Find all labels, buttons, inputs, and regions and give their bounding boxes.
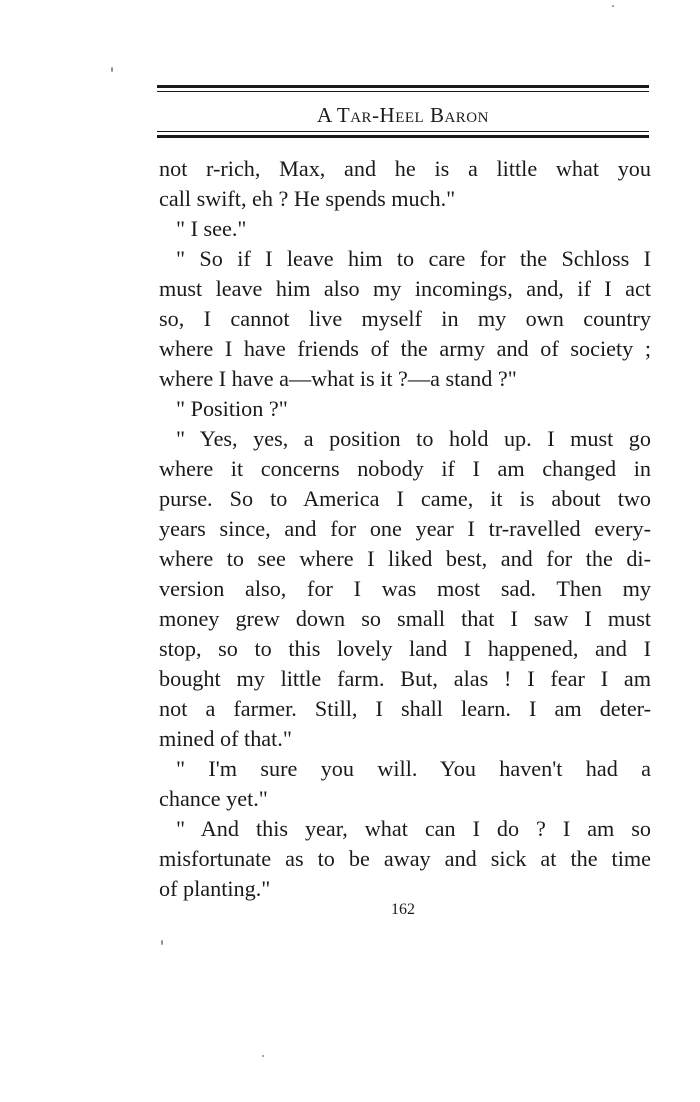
running-title: A Tar-Heel Baron bbox=[317, 103, 489, 127]
text-line: money grew down so small that I saw I must bbox=[159, 606, 651, 631]
text-line: bought my little farm. But, alas ! I fear I am bbox=[159, 666, 651, 691]
text-line: misfortunate as to be away and sick at the time bbox=[159, 846, 651, 871]
text-line: stop, so to this lovely land I happened, and I bbox=[159, 636, 651, 661]
text-line: " Position ?" bbox=[176, 396, 288, 421]
text-line: where to see where I liked best, and for the di- bbox=[159, 546, 651, 571]
text-line: not r-rich, Max, and he is a little what you bbox=[159, 156, 651, 181]
text-line: " And this year, what can I do ? I am so bbox=[176, 816, 651, 841]
text-line: so, I cannot live myself in my own country bbox=[159, 306, 651, 331]
text-line: " Yes, yes, a position to hold up. I must go bbox=[176, 426, 651, 451]
text-line: " I see." bbox=[176, 216, 247, 241]
text-line: call swift, eh ? He spends much." bbox=[159, 186, 456, 211]
paper-speck bbox=[111, 67, 113, 72]
text-line: years since, and for one year I tr-ravelled every- bbox=[159, 516, 651, 541]
text-line: purse. So to America I came, it is about two bbox=[159, 486, 651, 511]
text-line: " So if I leave him to care for the Schloss I bbox=[176, 246, 651, 271]
text-line: chance yet." bbox=[159, 786, 268, 811]
text-line: where I have friends of the army and of society ; bbox=[159, 336, 651, 361]
header-top-rule bbox=[157, 85, 649, 92]
text-line: of planting." bbox=[159, 876, 271, 901]
text-line: where it concerns nobody if I am changed in bbox=[159, 456, 651, 481]
text-line: not a farmer. Still, I shall learn. I am deter- bbox=[159, 696, 651, 721]
text-line: version also, for I was most sad. Then my bbox=[159, 576, 651, 601]
text-line: " I'm sure you will. You haven't had a bbox=[176, 756, 651, 781]
text-line: must leave him also my incomings, and, if I act bbox=[159, 276, 651, 301]
text-line: mined of that." bbox=[159, 726, 292, 751]
paper-speck bbox=[262, 1055, 264, 1057]
text-line: where I have a—what is it ?—a stand ?" bbox=[159, 366, 517, 391]
page-number: 162 bbox=[391, 901, 415, 918]
paper-speck bbox=[161, 940, 163, 945]
header-bottom-rule bbox=[157, 131, 649, 138]
paper-speck bbox=[612, 5, 614, 7]
body-text bbox=[159, 154, 651, 904]
